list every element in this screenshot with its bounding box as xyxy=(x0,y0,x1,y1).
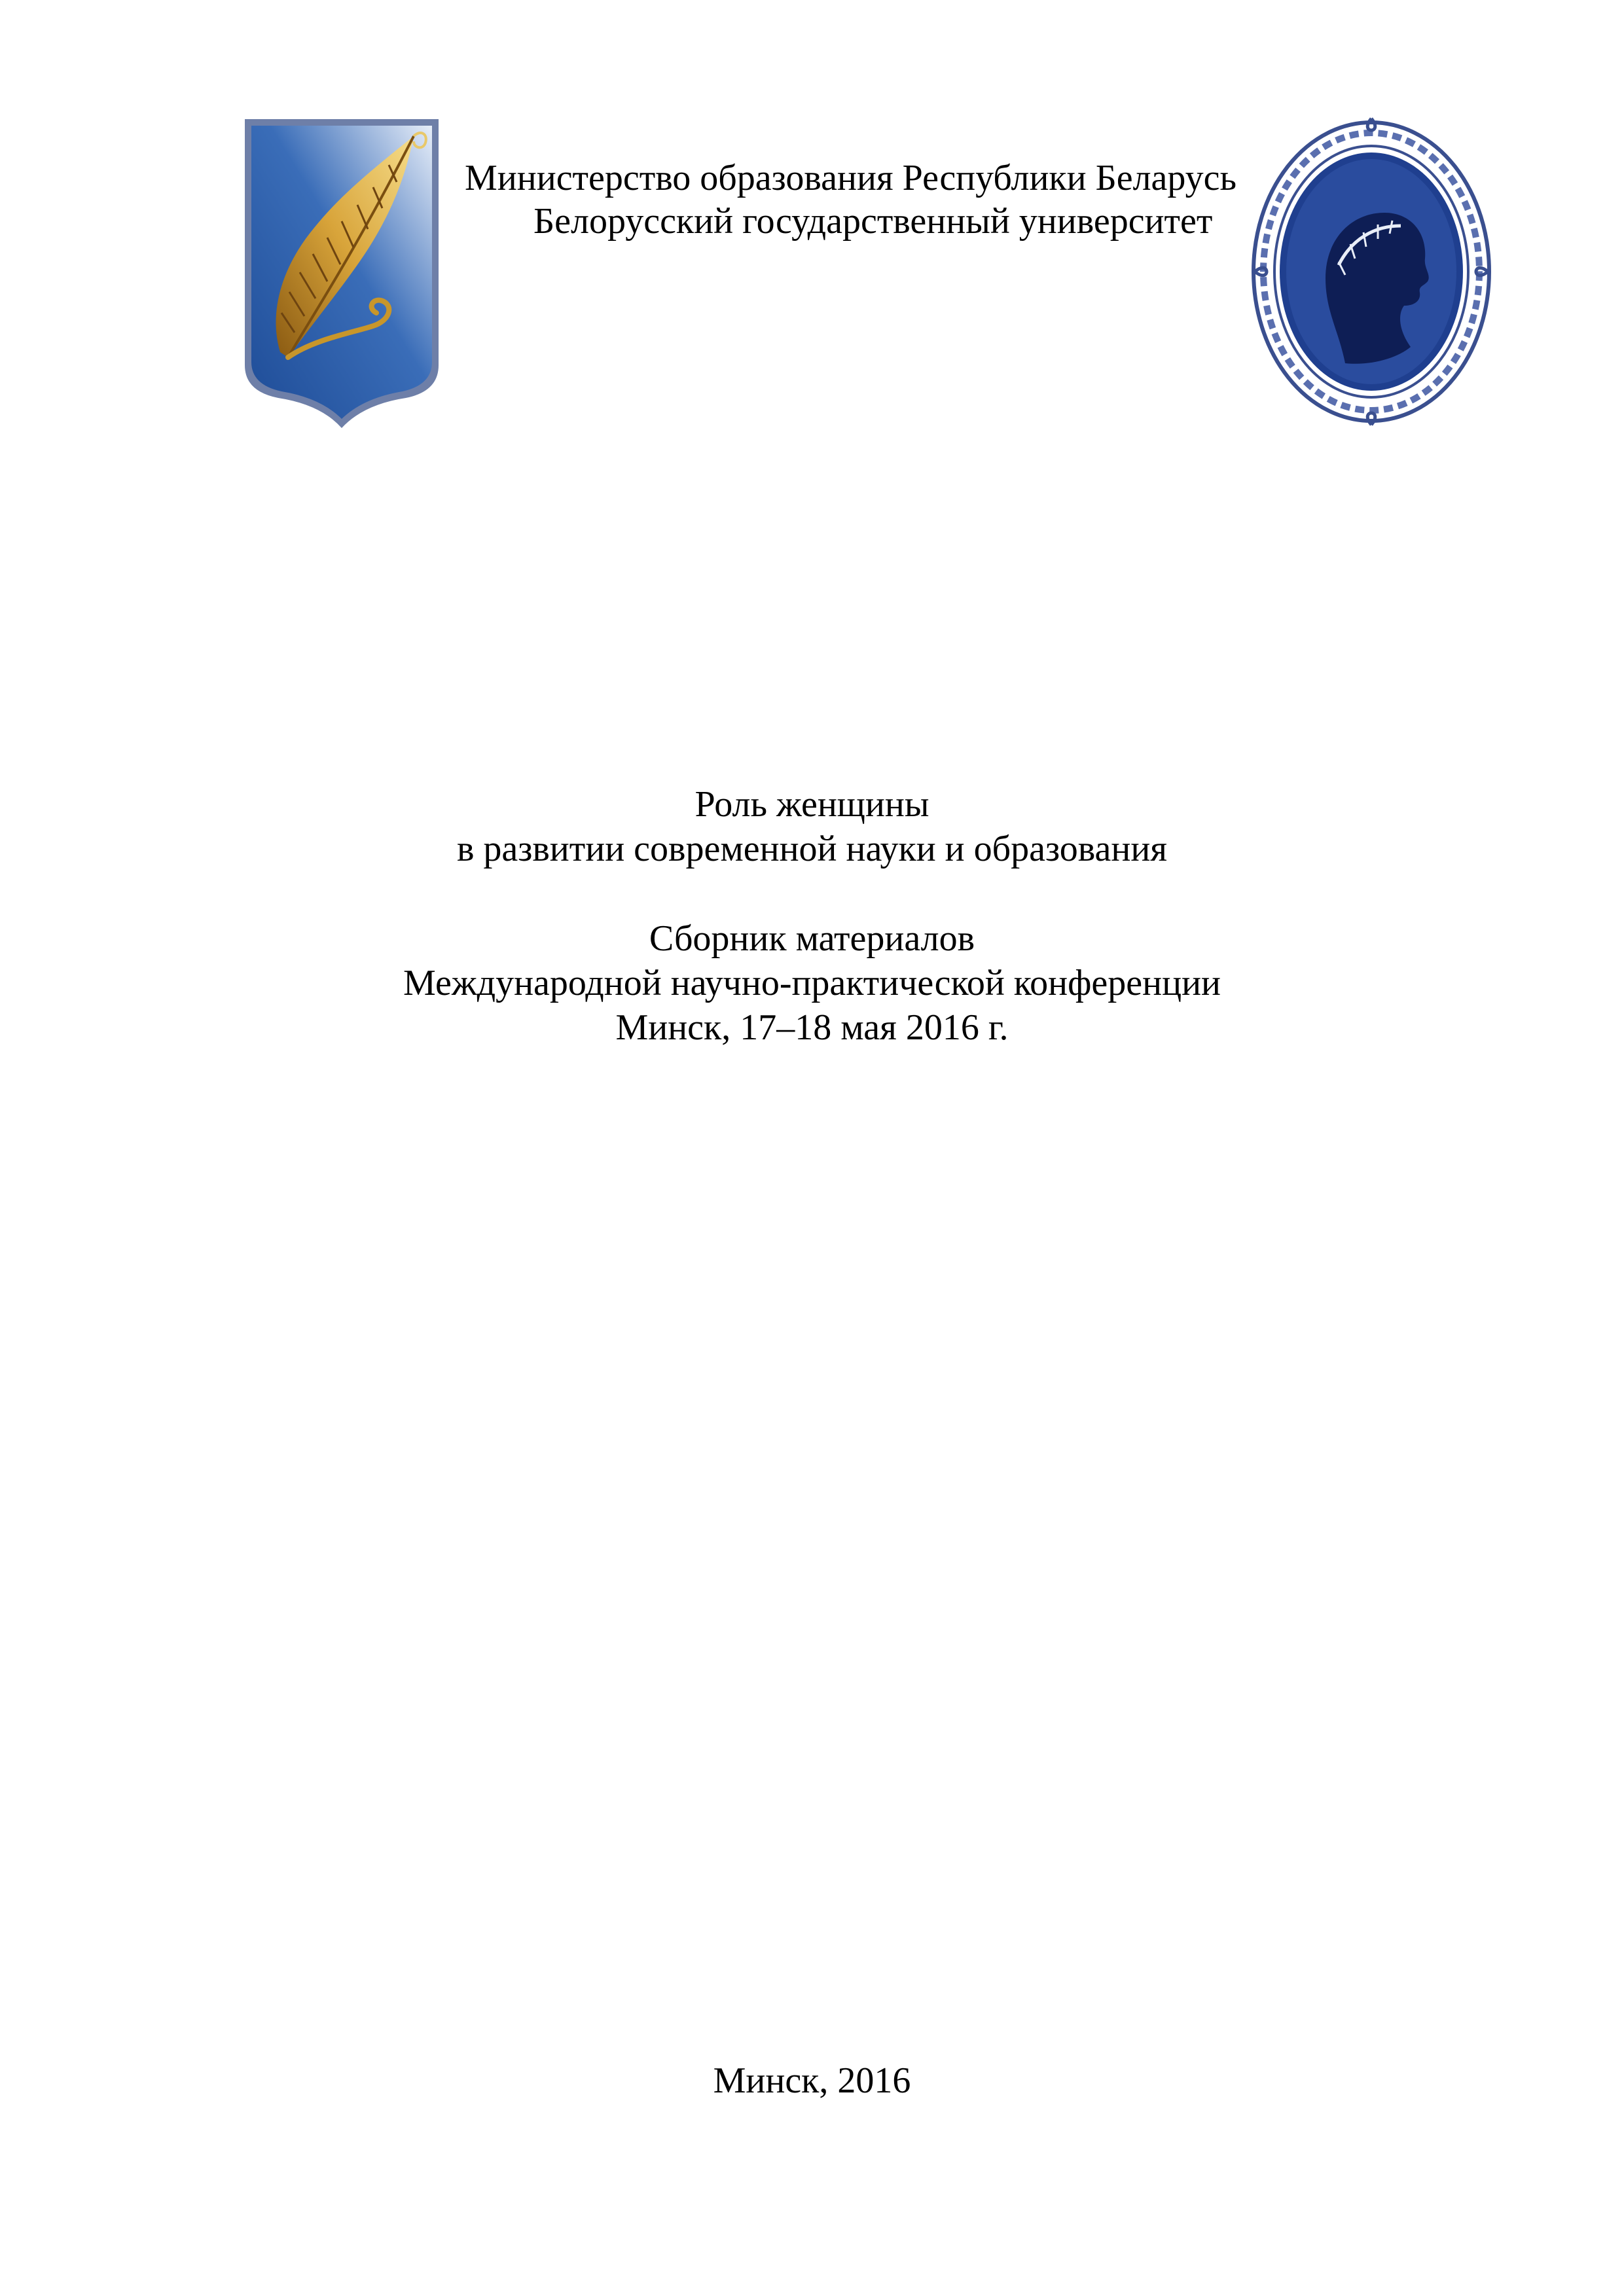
footer-city-year-text: Минск, 2016 xyxy=(713,2060,911,2101)
feather-shield-logo xyxy=(242,117,442,431)
document-title xyxy=(0,782,1624,871)
ministry-name: Министерство образования Республики Беларусь xyxy=(465,158,1237,198)
title-line-2: в развитии современной науки и образования xyxy=(456,829,1168,869)
title-line-1: Роль женщины xyxy=(695,784,929,825)
woman-profile-medallion-logo xyxy=(1247,115,1496,429)
collection-description xyxy=(0,916,1624,1050)
university-name: Белорусский государственный университет xyxy=(533,201,1213,242)
collection-line-1: Сборник материалов xyxy=(649,918,975,959)
collection-line-2: Международной научно-практической конференции xyxy=(403,963,1221,1003)
footer-city-year xyxy=(0,2058,1624,2103)
collection-line-3: Минск, 17–18 мая 2016 г. xyxy=(615,1007,1009,1048)
